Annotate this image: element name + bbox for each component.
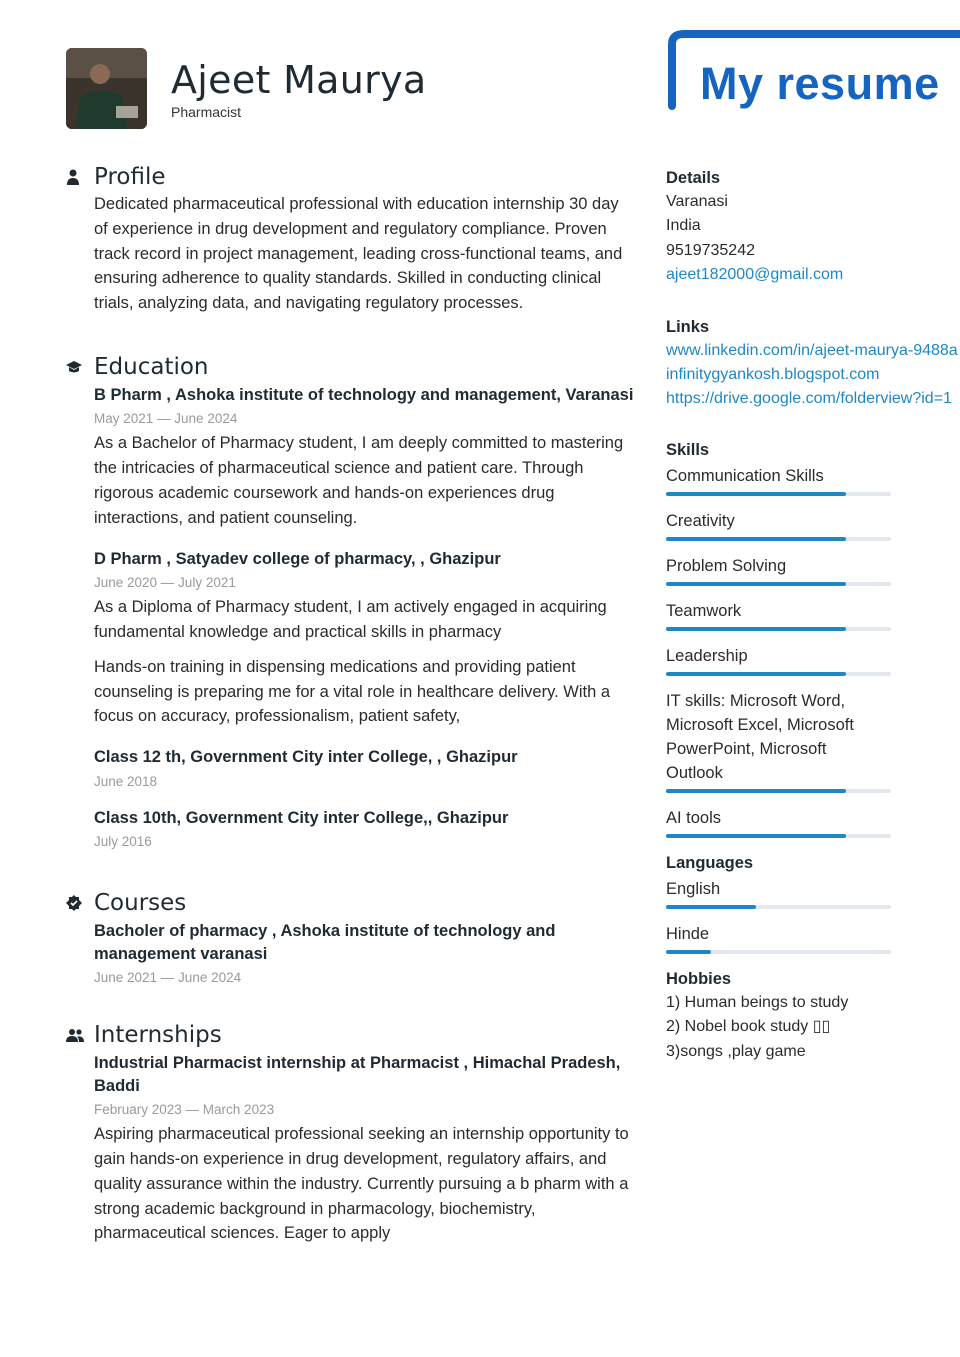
job-title: Pharmacist <box>171 104 242 120</box>
skill-level-bar <box>666 627 891 631</box>
hobby-item: 2) Nobel book study ▯▯ <box>666 1018 831 1036</box>
skill-level-fill <box>666 834 846 838</box>
skill-level-bar <box>666 789 891 793</box>
entry-title: B Pharm , Ashoka institute of technology and management, Varanasi <box>94 385 634 404</box>
education-section <box>66 350 636 852</box>
skill-level-bar <box>666 672 891 676</box>
avatar <box>66 48 147 129</box>
skill-name: IT skills: Microsoft Word, Microsoft Excel, Microsoft PowerPoint, Microsoft Outlook <box>666 691 854 782</box>
languages-heading: Languages <box>666 853 754 872</box>
skill-name: Problem Solving <box>666 556 787 575</box>
details-heading: Details <box>666 169 721 187</box>
details-country: India <box>666 217 701 235</box>
language-item <box>666 877 960 909</box>
education-entry <box>94 548 636 729</box>
skill-level-fill <box>666 789 846 793</box>
skills-heading: Skills <box>666 440 710 459</box>
sidebar <box>666 166 960 1064</box>
entry-title: D Pharm , Satyadev college of pharmacy, , Ghazipur <box>94 549 501 568</box>
skill-item <box>666 644 960 676</box>
education-heading: Education <box>94 353 209 380</box>
graduation-cap-icon <box>66 360 94 374</box>
skill-item <box>666 464 960 496</box>
entry-date: February 2023 — March 2023 <box>94 1102 275 1118</box>
email-link[interactable]: ajeet182000@gmail.com <box>666 266 844 284</box>
blog-link[interactable]: infinitygyankosh.blogspot.com <box>666 366 880 384</box>
linkedin-link[interactable]: www.linkedin.com/in/ajeet-maurya-9488a <box>666 341 958 359</box>
skill-item <box>666 554 960 586</box>
page-title: Ajeet Maurya <box>171 58 427 102</box>
avatar-photo <box>66 48 147 129</box>
skill-name: AI tools <box>666 808 722 827</box>
links-heading: Links <box>666 317 710 336</box>
profile-text: Dedicated pharmaceutical professional with education internship 30 day of experience in drug development and regulatory compliance. Proven track record in project management, leading cross-functional teams, and ensuring adherence to quality standards. Skilled in conducting clinical trials, analyzing data, and navigating regulatory processes. <box>94 195 623 313</box>
banner-title: My resume <box>700 58 940 109</box>
entry-desc-2: Hands-on training in dispensing medications and providing patient counseling is preparing me for a vital role in healthcare delivery. With a focus on accuracy, professionalism, patient safety, <box>94 657 611 726</box>
courses-heading: Courses <box>94 890 187 917</box>
main-column <box>66 160 636 1246</box>
entry-date: July 2016 <box>94 834 152 850</box>
education-entry <box>94 746 636 792</box>
skill-level-fill <box>666 672 846 676</box>
skills-list <box>666 464 960 838</box>
skill-name: Teamwork <box>666 601 742 620</box>
verified-badge-icon <box>66 895 94 911</box>
courses-section <box>66 886 636 988</box>
skill-item <box>666 509 960 541</box>
language-name: Hinde <box>666 924 710 943</box>
hobbies-heading: Hobbies <box>666 969 732 988</box>
language-level-fill <box>666 905 756 909</box>
skill-item <box>666 599 960 631</box>
language-name: English <box>666 879 721 898</box>
hobbies-section <box>666 967 960 1064</box>
skill-level-bar <box>666 582 891 586</box>
details-city: Varanasi <box>666 193 728 210</box>
entry-date: June 2018 <box>94 773 158 789</box>
language-level-bar <box>666 905 891 909</box>
hobby-item: 3)songs ,play game <box>666 1042 806 1060</box>
skill-name: Communication Skills <box>666 466 824 485</box>
internships-heading: Internships <box>94 1022 222 1049</box>
skill-level-fill <box>666 582 846 586</box>
language-level-bar <box>666 950 891 954</box>
hobby-item: 1) Human beings to study <box>666 993 849 1011</box>
skill-item <box>666 689 960 793</box>
entry-title: Class 12 th, Government City inter College, , Ghazipur <box>94 748 518 767</box>
language-item <box>666 922 960 954</box>
skill-name: Creativity <box>666 511 735 530</box>
profile-heading: Profile <box>94 164 166 190</box>
person-icon <box>66 169 94 185</box>
education-entry <box>94 384 636 531</box>
entry-date: June 2020 — July 2021 <box>94 575 236 591</box>
details-section <box>666 166 960 288</box>
languages-section <box>666 851 960 954</box>
details-phone: 9519735242 <box>666 241 755 259</box>
skill-level-bar <box>666 492 891 496</box>
people-icon <box>66 1028 94 1042</box>
skill-level-fill <box>666 537 846 541</box>
education-entry <box>94 807 636 853</box>
internships-section <box>66 1018 636 1246</box>
entry-desc: As a Bachelor of Pharmacy student, I am deeply committed to mastering the intricacies of pharmaceutical science and patient care. Through rigorous academic coursework and hands-on experiences drug interactions, and patient counseling. <box>94 434 624 527</box>
internship-entry <box>94 1052 636 1246</box>
course-entry <box>94 920 636 988</box>
entry-title: Class 10th, Government City inter College,, Ghazipur <box>94 808 509 827</box>
drive-link[interactable]: https://drive.google.com/folderview?id=1 <box>666 390 952 408</box>
profile-section <box>66 160 636 316</box>
skill-item <box>666 806 960 838</box>
languages-list <box>666 877 960 954</box>
skill-level-fill <box>666 627 846 631</box>
entry-desc: As a Diploma of Pharmacy student, I am actively engaged in acquiring fundamental knowledge and practical skills in pharmacy <box>94 598 607 641</box>
entry-title: Industrial Pharmacist internship at Pharmacist , Himachal Pradesh, Baddi <box>94 1054 621 1095</box>
skills-section <box>666 438 960 838</box>
skill-level-fill <box>666 492 846 496</box>
entry-date: June 2021 — June 2024 <box>94 970 242 986</box>
skill-level-bar <box>666 834 891 838</box>
entry-date: May 2021 — June 2024 <box>94 411 238 427</box>
entry-desc: Aspiring pharmaceutical professional seeking an internship opportunity to gain hands-on experience in drug development, regulatory affairs, and quality assurance within the industry. Currently pursuing a b pharm with a strong academic background in pharmacology, biochemistry, pharmaceutical sciences. Eager to apply <box>94 1125 629 1243</box>
skill-name: Leadership <box>666 646 748 665</box>
skill-level-bar <box>666 537 891 541</box>
entry-title: Bacholer of pharmacy , Ashoka institute of technology and management varanasi <box>94 922 556 963</box>
links-section <box>666 315 960 412</box>
language-level-fill <box>666 950 711 954</box>
